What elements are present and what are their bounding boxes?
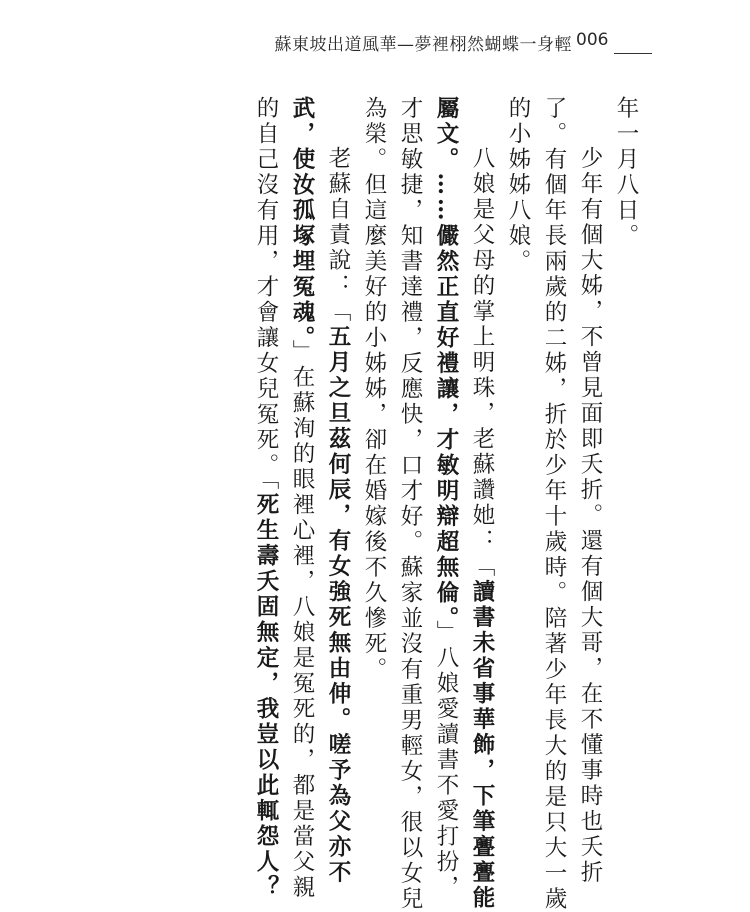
text-segment: 老蘇自責說：「 bbox=[325, 145, 351, 324]
text-line bbox=[464, 96, 500, 911]
text-line bbox=[356, 96, 392, 701]
text-segment: 的自己沒有用，才會讓女兒冤死。「 bbox=[253, 96, 279, 493]
text-line bbox=[608, 96, 644, 701]
running-header bbox=[0, 0, 750, 60]
text-segment: 的小姊姊八娘。 bbox=[505, 96, 531, 275]
text-line bbox=[320, 96, 356, 885]
text-line bbox=[536, 96, 572, 912]
text-line bbox=[248, 96, 284, 901]
text-line bbox=[572, 96, 608, 885]
quoted-text: 屬文。……儼然正直好禮讓，才敏明辯超無倫。 bbox=[433, 96, 459, 621]
text-segment: 為榮。但這麼美好的小姊姊，卻在婚嫁後不久慘死。 bbox=[361, 96, 387, 683]
quoted-text: 武，使汝孤塚埋冤魂。 bbox=[289, 96, 315, 340]
text-segment: 八娘是父母的掌上明珠，老蘇讚她：「 bbox=[469, 145, 495, 579]
page-number: 006 bbox=[576, 30, 609, 50]
quoted-text: 五月之旦茲何辰，有女強死無由伸。嗟予為父亦不 bbox=[325, 324, 351, 885]
text-line bbox=[392, 96, 428, 912]
text-line bbox=[500, 96, 536, 701]
body-text bbox=[248, 96, 644, 912]
text-segment: 才思敏捷，知書達禮，反應快，口才好。蘇家並沒有重男輕女，很以女兒 bbox=[397, 96, 423, 912]
header-rule bbox=[614, 53, 652, 54]
text-line bbox=[428, 96, 464, 901]
text-segment: 」在蘇洵的眼裡心裡，八娘是冤死的，都是當父親 bbox=[289, 339, 315, 901]
text-segment: 」八娘愛讀書不愛打扮， bbox=[433, 620, 459, 901]
text-segment: 年一月八日。 bbox=[613, 96, 639, 249]
text-line bbox=[284, 96, 320, 901]
quoted-text: 死生壽夭固無定，我豈以此輒怨人？ bbox=[253, 492, 279, 901]
text-segment: 了。有個年長兩歲的二姊，折於少年十歲時。陪著少年長大的是只大一歲 bbox=[541, 96, 567, 912]
quoted-text: 讀書未省事華飾，下筆亹亹能 bbox=[469, 579, 495, 911]
running-header-title: 蘇東坡出道風華—夢裡栩然蝴蝶一身輕 bbox=[274, 35, 572, 55]
text-segment: 少年有個大姊，不曾見面即夭折。還有個大哥，在不懂事時也夭折 bbox=[577, 145, 603, 885]
